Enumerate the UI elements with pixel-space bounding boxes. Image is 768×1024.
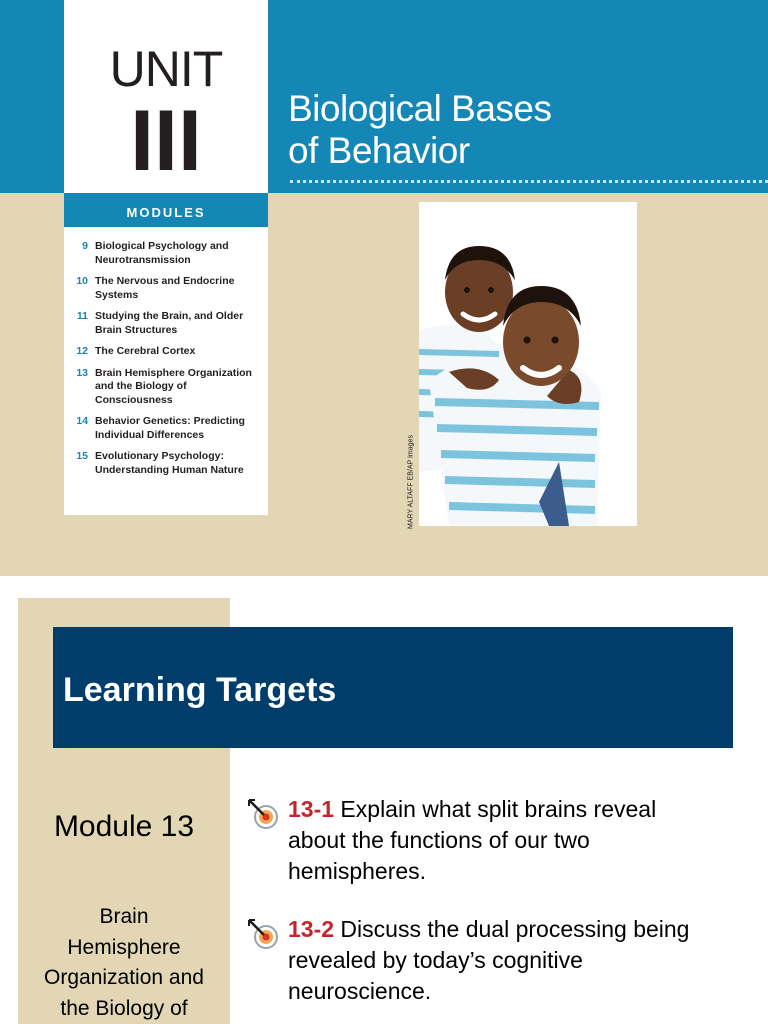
modules-panel [64,193,268,515]
module-subtitle-line: Hemisphere [67,935,181,959]
unit-number: III [130,93,202,189]
module-number: 10 [76,275,88,287]
module-item [64,367,268,408]
learning-targets-banner [53,627,733,748]
children-photo [419,202,637,526]
learning-target-number: 13-2 [288,916,335,942]
module-subtitle-line: Brain [99,905,149,928]
unit-title [288,88,551,172]
module-number: 12 [76,345,88,357]
module-label: Module 13 [53,810,195,843]
learning-targets-title: Learning Targets [63,671,337,709]
modules-heading: MODULES [64,193,268,227]
unit-label: UNIT [109,41,223,97]
unit-card [64,0,268,193]
photo-credit [404,435,418,529]
learning-target-description: Discuss the dual processing being revealed by today’s cognitive neuroscience. [288,916,690,1004]
module-item [64,275,268,302]
dotted-divider [290,180,768,183]
unit-title-line-2: of Behavior [288,130,470,171]
module-number: 14 [76,415,88,427]
module-number: 11 [76,310,88,322]
target-arrow-icon [246,796,280,830]
learning-targets-slide [0,576,768,1024]
module-item [64,240,268,267]
learning-target-number: 13-1 [288,796,335,822]
module-subtitle-line: the Biology of [60,996,188,1020]
children-photo-illustration [419,202,637,526]
module-number: 13 [76,366,88,379]
module-title: Biological Psychology and Neurotransmission [95,240,229,266]
module-title: The Nervous and Endocrine Systems [95,275,235,301]
learning-target-text [288,794,718,887]
module-subtitle-line: Organization and [44,966,204,989]
unit-title-line-1: Biological Bases [288,88,552,129]
module-title: The Cerebral Cortex [95,345,196,357]
module-title: Evolutionary Psychology: Understanding Human Nature [95,450,244,476]
module-title: Studying the Brain, and Older Brain Structures [95,310,244,336]
module-item [64,415,268,442]
module-number: 15 [76,450,88,462]
module-subtitle [18,902,230,1024]
module-item [64,345,268,359]
module-title: Behavior Genetics: Predicting Individual Differences [95,415,245,441]
target-arrow-icon [246,916,280,950]
module-number: 9 [82,240,88,252]
module-list [64,240,268,485]
learning-target-text [288,914,718,1007]
module-item [64,310,268,337]
module-item [64,450,268,477]
learning-target-description: Explain what split brains reveal about the functions of our two hemispheres. [288,796,657,884]
photo-credit-text: MARY ALTAFF EB/AP Images [407,435,415,529]
module-title: Brain Hemisphere Organization and the Biology of Consciousness [95,366,252,406]
